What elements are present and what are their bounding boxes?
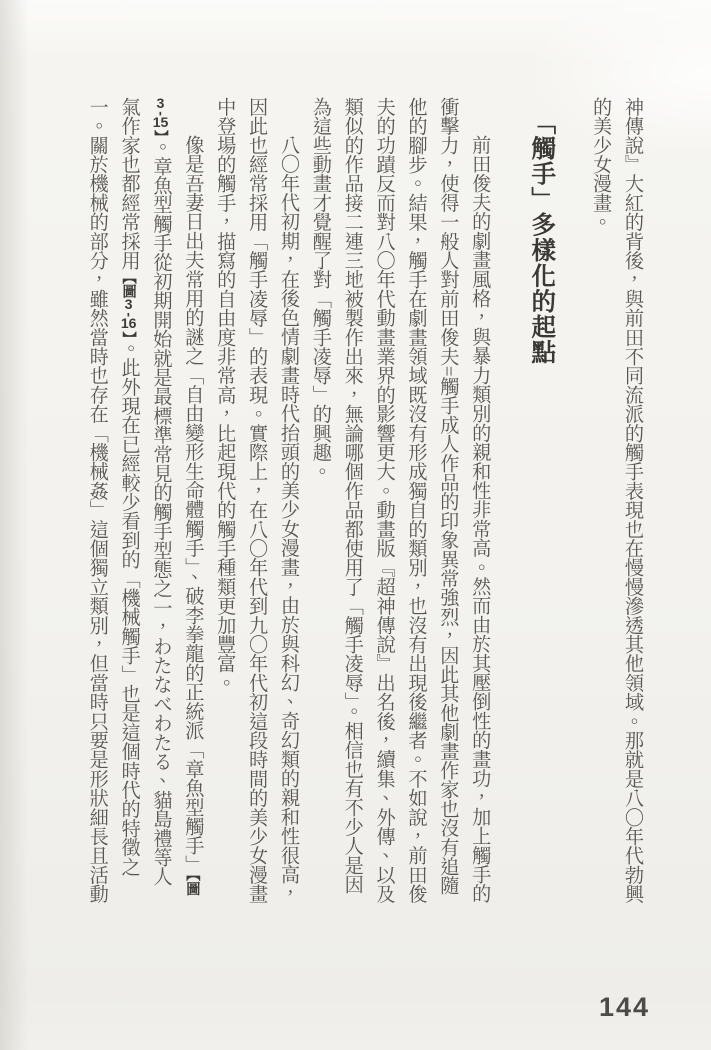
figure-reference: 【圖3-15】 (152, 97, 201, 896)
article-text (81, 97, 648, 904)
paragraph: 神傳說』大紅的背後，與前田不同流派的觸手表現也在慢慢滲透其他領域。那就是八〇年代勃興的美少女漫畫。 (590, 97, 643, 904)
paragraph: 前田俊夫的劇畫風格，與暴力類別的親和性非常高。然而由於其壓倒性的畫功，加上觸手的衝擊力，使得一般人對前田俊夫=觸手成人作品的印象異常強烈，因此其他劇畫作家也沒有追隨他的腳步。結果，觸手在劇畫領域既沒有形成獨自的類別，也沒有出現後繼者。不如說，前田俊夫的功蹟反而對八〇年代動畫業界的影響更大。動畫版『超神傳說』出名後，續集、外傳、以及類似的作品接二連三地被製作出來，無論哪個作品都使用了「觸手凌辱」。相信也有不少人是因為這些動畫才覺醒了對「觸手凌辱」的興趣。 (309, 97, 491, 904)
page-number: 144 (598, 992, 650, 1022)
figure-number: 16 (120, 317, 137, 332)
section-heading: 「觸手」多樣化的起點 (528, 110, 556, 365)
figure-number: 3 (124, 298, 133, 313)
paragraph: 像是吾妻日出夫常用的謎之「自由變形生命體觸手」、破李拳龍的正統派「章魚型觸手」【圖3-15】。章魚型觸手從初期開始就是最標準常見的觸手型態之一，わたなべわたる、貓島禮等人氣作家也都經常採用【圖3-16】。此外現在已經較少看到的「機械觸手」也是這個時代的特徵之一。關於機械的部分，雖然當時也存在「機械姦」這個獨立類別，但當時只要是形狀細長且活動 (86, 97, 204, 904)
paragraph: 八〇年代初期，在後色情劇畫時代抬頭的美少女漫畫，由於與科幻、奇幻類的親和性很高，因此也經常採用「觸手凌辱」的表現。實際上，在八〇年代到九〇年代初這段時間的美少女漫畫中登場的觸手，描寫的自由度非常高，比起現代的觸手種類更加豐富。 (214, 97, 299, 904)
figure-number: 3 (156, 97, 165, 112)
figure-reference: 【圖3-16】 (120, 269, 137, 339)
figure-number: 15 (152, 115, 169, 131)
